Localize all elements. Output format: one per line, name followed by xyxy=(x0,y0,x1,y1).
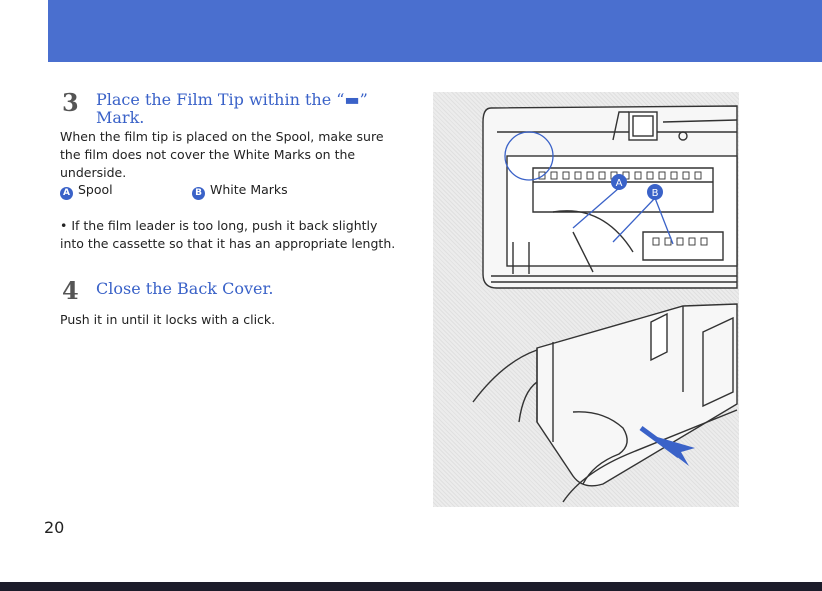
step-3-note-line2: into the cassette so that it has an appropriate length. xyxy=(60,236,396,251)
step-3-note-line1: • If the film leader is too long, push it back slightly xyxy=(60,218,378,233)
page-number: 20 xyxy=(44,518,65,537)
step-3-title-line1: Place the Film Tip within the “▬” xyxy=(96,90,368,109)
step-3-number: 3 xyxy=(62,88,79,117)
step-4-number: 4 xyxy=(62,276,79,305)
label-a-text: A xyxy=(615,178,623,189)
legend-spool xyxy=(60,182,113,200)
hand-closing-cover-drawing xyxy=(473,304,737,502)
step-4-title: Close the Back Cover. xyxy=(96,279,274,298)
camera-drawing xyxy=(433,92,739,507)
marker-a-icon: A xyxy=(60,187,73,200)
step-3-body-line2: the film does not cover the White Marks on the xyxy=(60,147,356,162)
step-4-body: Push it in until it locks with a click. xyxy=(60,312,276,327)
header-band xyxy=(48,0,822,62)
step-3-title-line2: Mark. xyxy=(96,108,145,127)
footer-bar xyxy=(0,582,822,591)
legend-white-marks-label: White Marks xyxy=(210,182,288,197)
step-3-body-line1: When the film tip is placed on the Spool, make sure xyxy=(60,129,384,144)
step-3-body-line3: underside. xyxy=(60,165,127,180)
marker-b-icon: B xyxy=(192,187,205,200)
label-b-text: B xyxy=(651,188,659,199)
legend-white-marks xyxy=(192,182,288,200)
camera-illustration xyxy=(433,92,739,507)
legend-spool-label: Spool xyxy=(78,182,113,197)
